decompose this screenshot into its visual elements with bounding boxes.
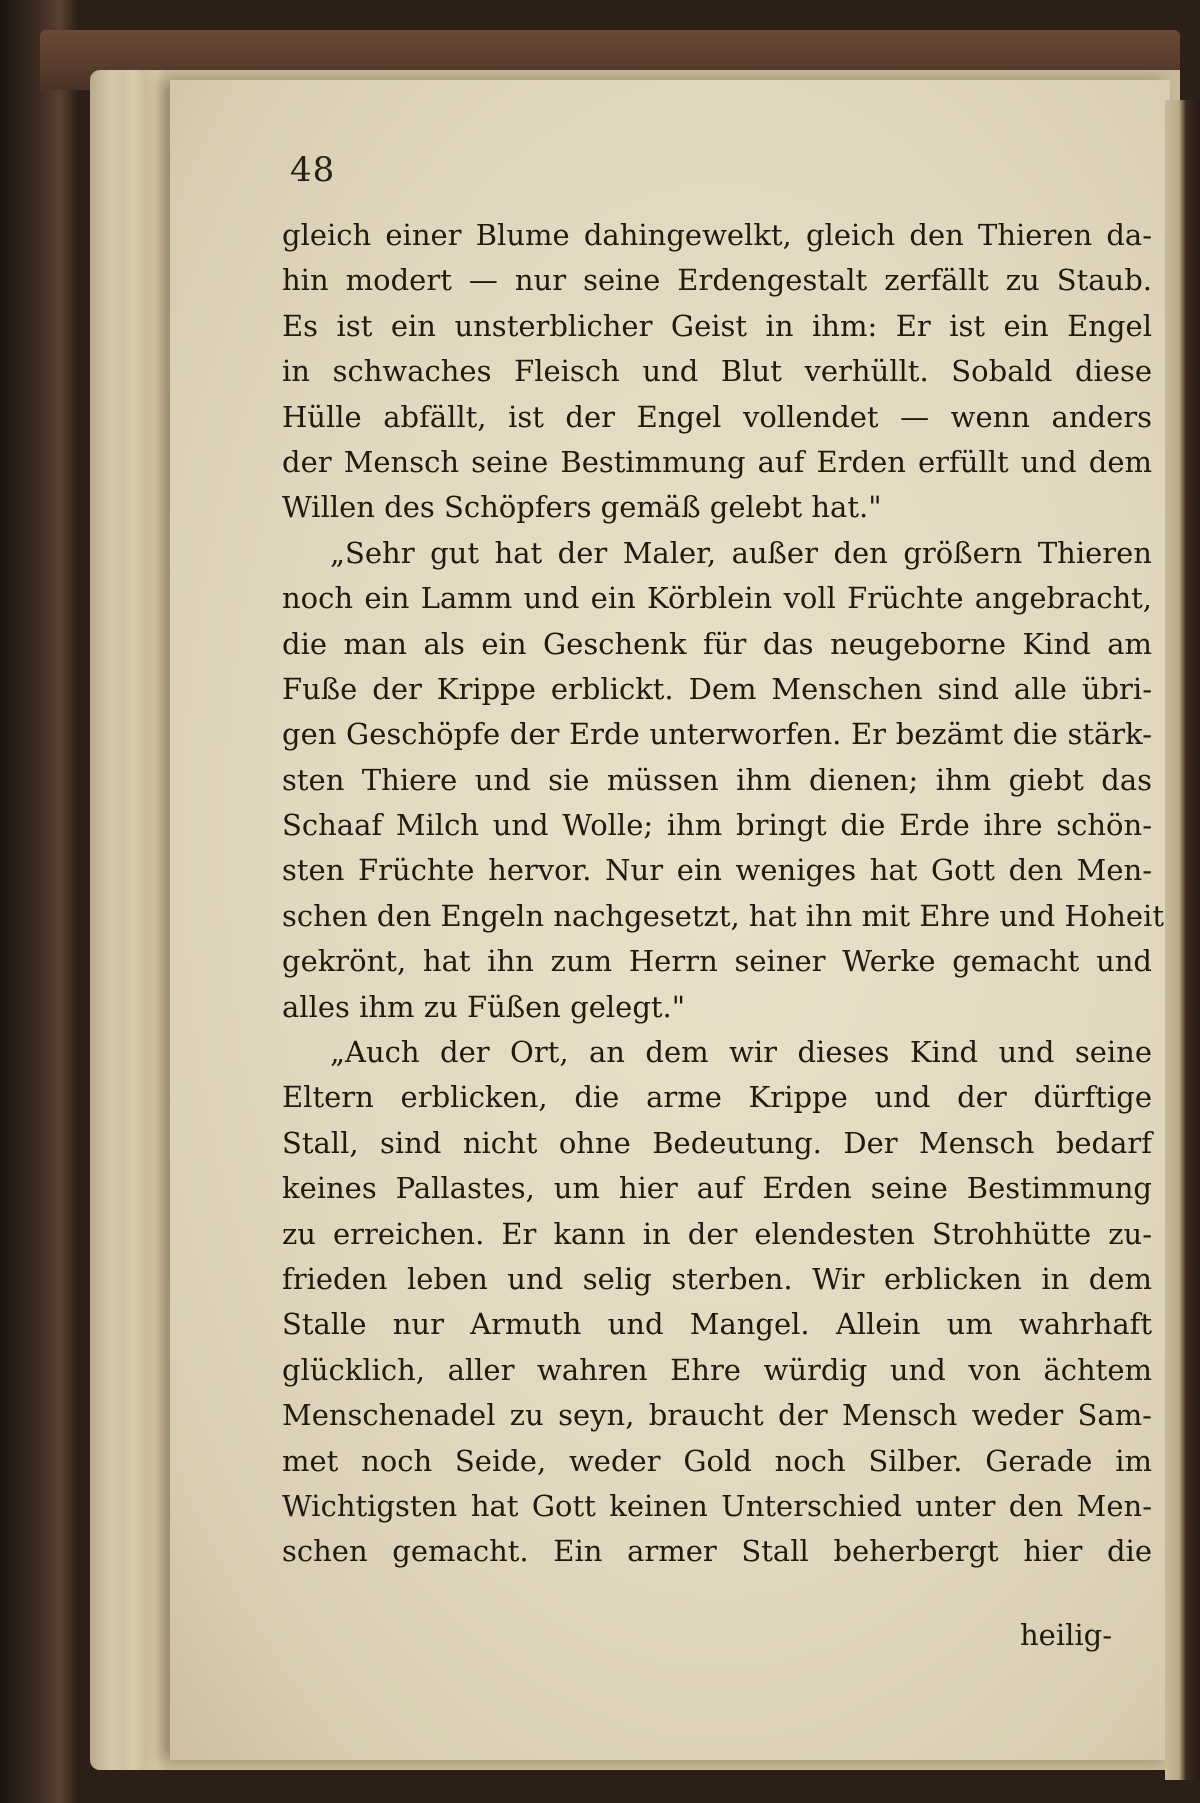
text-line: Menschenadel zu seyn, braucht der Mensch weder Sam- [282, 1398, 1152, 1433]
text-line: keines Pallastes, um hier auf Erden seine Bestimmung [282, 1171, 1152, 1206]
text-line: „Auch der Ort, an dem wir dieses Kind und seine [330, 1035, 1152, 1070]
text-line: Schaaf Milch und Wolle; ihm bringt die Erde ihre schön- [282, 808, 1152, 843]
text-line: Stalle nur Armuth und Mangel. Allein um wahrhaft [282, 1307, 1152, 1342]
text-line: Eltern erblicken, die arme Krippe und der dürftige [282, 1080, 1152, 1115]
text-line: alles ihm zu Füßen gelegt." [282, 989, 686, 1024]
text-line: sten Thiere und sie müssen ihm dienen; ihm giebt das [282, 762, 1152, 797]
text-line: Hülle abfällt, ist der Engel vollendet — wenn anders [282, 399, 1152, 434]
text-line: hin modert — nur seine Erdengestalt zerfällt zu Staub. [282, 263, 1152, 298]
text-line: zu erreichen. Er kann in der elendesten Strohhütte zu- [282, 1216, 1152, 1251]
text-line: sten Früchte hervor. Nur ein weniges hat Gott den Men- [282, 853, 1152, 888]
text-line: gen Geschöpfe der Erde unterworfen. Er bezämt die stärk- [282, 717, 1152, 752]
text-line: met noch Seide, weder Gold noch Silber. Gerade im [282, 1443, 1152, 1478]
text-line: noch ein Lamm und ein Körblein voll Früchte angebracht, [282, 581, 1152, 616]
text-line: Es ist ein unsterblicher Geist in ihm: Er ist ein Engel [282, 308, 1152, 343]
text-line: schen den Engeln nachgesetzt, hat ihn mit Ehre und Hoheit [282, 898, 1164, 933]
text-line: Fuße der Krippe erblickt. Dem Menschen sind alle übri- [282, 671, 1152, 706]
text-line: in schwaches Fleisch und Blut verhüllt. Sobald diese [282, 354, 1152, 389]
page-number: 48 [290, 150, 336, 190]
text-line: der Mensch seine Bestimmung auf Erden erfüllt und dem [282, 444, 1152, 479]
facing-page-edge [1165, 100, 1200, 1780]
text-line: die man als ein Geschenk für das neugeborne Kind am [282, 626, 1152, 661]
text-line: gekrönt, hat ihn zum Herrn seiner Werke gemacht und [282, 944, 1152, 979]
text-line: „Sehr gut hat der Maler, außer den größern Thieren [330, 535, 1152, 570]
text-line: frieden leben und selig sterben. Wir erblicken in dem [282, 1261, 1152, 1296]
text-line: Stall, sind nicht ohne Bedeutung. Der Mensch bedarf [282, 1125, 1152, 1160]
text-line: gleich einer Blume dahingewelkt, gleich den Thieren da- [282, 218, 1152, 252]
catchword: heilig- [1020, 1618, 1113, 1652]
body-text [282, 213, 1164, 1575]
text-line: Willen des Schöpfers gemäß gelebt hat." [282, 490, 882, 525]
text-line: schen gemacht. Ein armer Stall beherbergt hier die [282, 1534, 1152, 1569]
text-line: glücklich, aller wahren Ehre würdig und von ächtem [282, 1352, 1152, 1387]
text-line: Wichtigsten hat Gott keinen Unterschied unter den Men- [282, 1488, 1152, 1523]
